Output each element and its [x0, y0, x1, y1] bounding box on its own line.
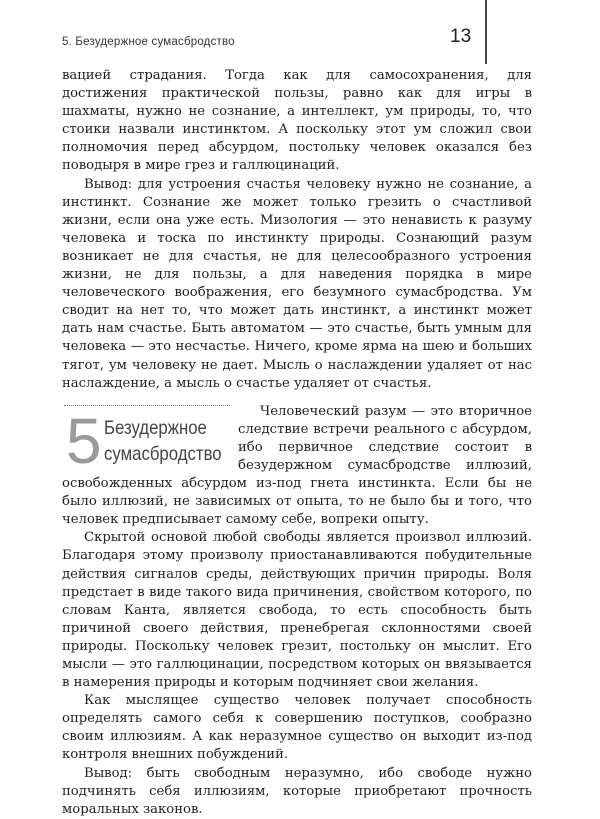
- running-head: 5. Безудержное сумасбродство: [62, 36, 235, 48]
- paragraph: Как мыслящее существо человек получает способность определять самого себя к совершению поступков, сообразно своим иллюзиям. А как неразумное существо он выходит из-под контроля внешних побуждений.: [62, 693, 532, 763]
- section-title-line: сумасбродство: [104, 442, 222, 465]
- paragraph: Вывод: для устроения счастья человеку нужно не сознание, а инстинкт. Сознание же может только грезить о счастливой жизни, если она уже есть. Мизология — это ненависть к разуму человека и тоска по инстинкту природы. Сознающий разум возникает не для счастья, не для целесообразного устроения жизни, не для пользы, а для наведения порядка в мире человеческого воображения, его безумного сумасбродства. Ум сводит на нет то, что может дать инстинкт, а инстинкт может дать нам счастье. Быть автоматом — это счастье, быть умным для человека — это несчастье. Ничего, кроме ярма на шею и больших тягот, ум человеку не дает. Мысль о наслаждении удаляет от нас наслаждение, а мысль о счастье удаляет от счастья.: [62, 176, 532, 391]
- body-text: [62, 67, 532, 819]
- section-5: [62, 403, 532, 530]
- page-number: 13: [450, 26, 472, 47]
- section-title-line: Безудержное: [104, 416, 207, 439]
- page-edge-rule: [485, 0, 487, 64]
- paragraph: Человеческий разум — это вторичное следствие встречи реального с абсурдом, ибо первичное следствие состоит в безудержном сумасбродстве иллюзий, освобожденных абсурдом из-под гнета инстинкта. Если бы не было иллюзий, не зависимых от опыта, то не было бы и того, что человек предписывает самому себе, вопреки опыту.: [62, 403, 532, 528]
- paragraph: Вывод: быть свободным неразумно, ибо свободе нужно подчинять себя иллюзиям, которые приобретают прочность моральных законов.: [62, 765, 532, 817]
- section-heading: [62, 405, 230, 475]
- section-number: 5: [66, 404, 102, 477]
- paragraph: Скрытой основой любой свободы является произвол иллюзий. Благодаря этому произволу приостанавливаются побудительные действия сигналов среды, действующих причин природы. Воля предстает в виде такого вида причинения, свойством которого, по словам Канта, является свобода, то есть способность быть причиной своего действия, пренебрегая склонностями своей природы. Поскольку человек грезит, постольку он мыслит. Его мысли — это галлюцинации, посредством которых он ввязывается в намерения природы и которым подчиняет свои желания.: [62, 530, 532, 691]
- paragraph: вацией страдания. Тогда как для самосохранения, для достижения практической пользы, равно как для игры в шахматы, нужно не сознание, а интеллект, ум природы, то, что стоики назвали инстинктом. А поскольку этот ум сложил свои полномочия перед абсурдом, постольку человек оказался без поводыря в мире грез и галлюцинаций.: [62, 68, 532, 174]
- section-title: [104, 415, 222, 467]
